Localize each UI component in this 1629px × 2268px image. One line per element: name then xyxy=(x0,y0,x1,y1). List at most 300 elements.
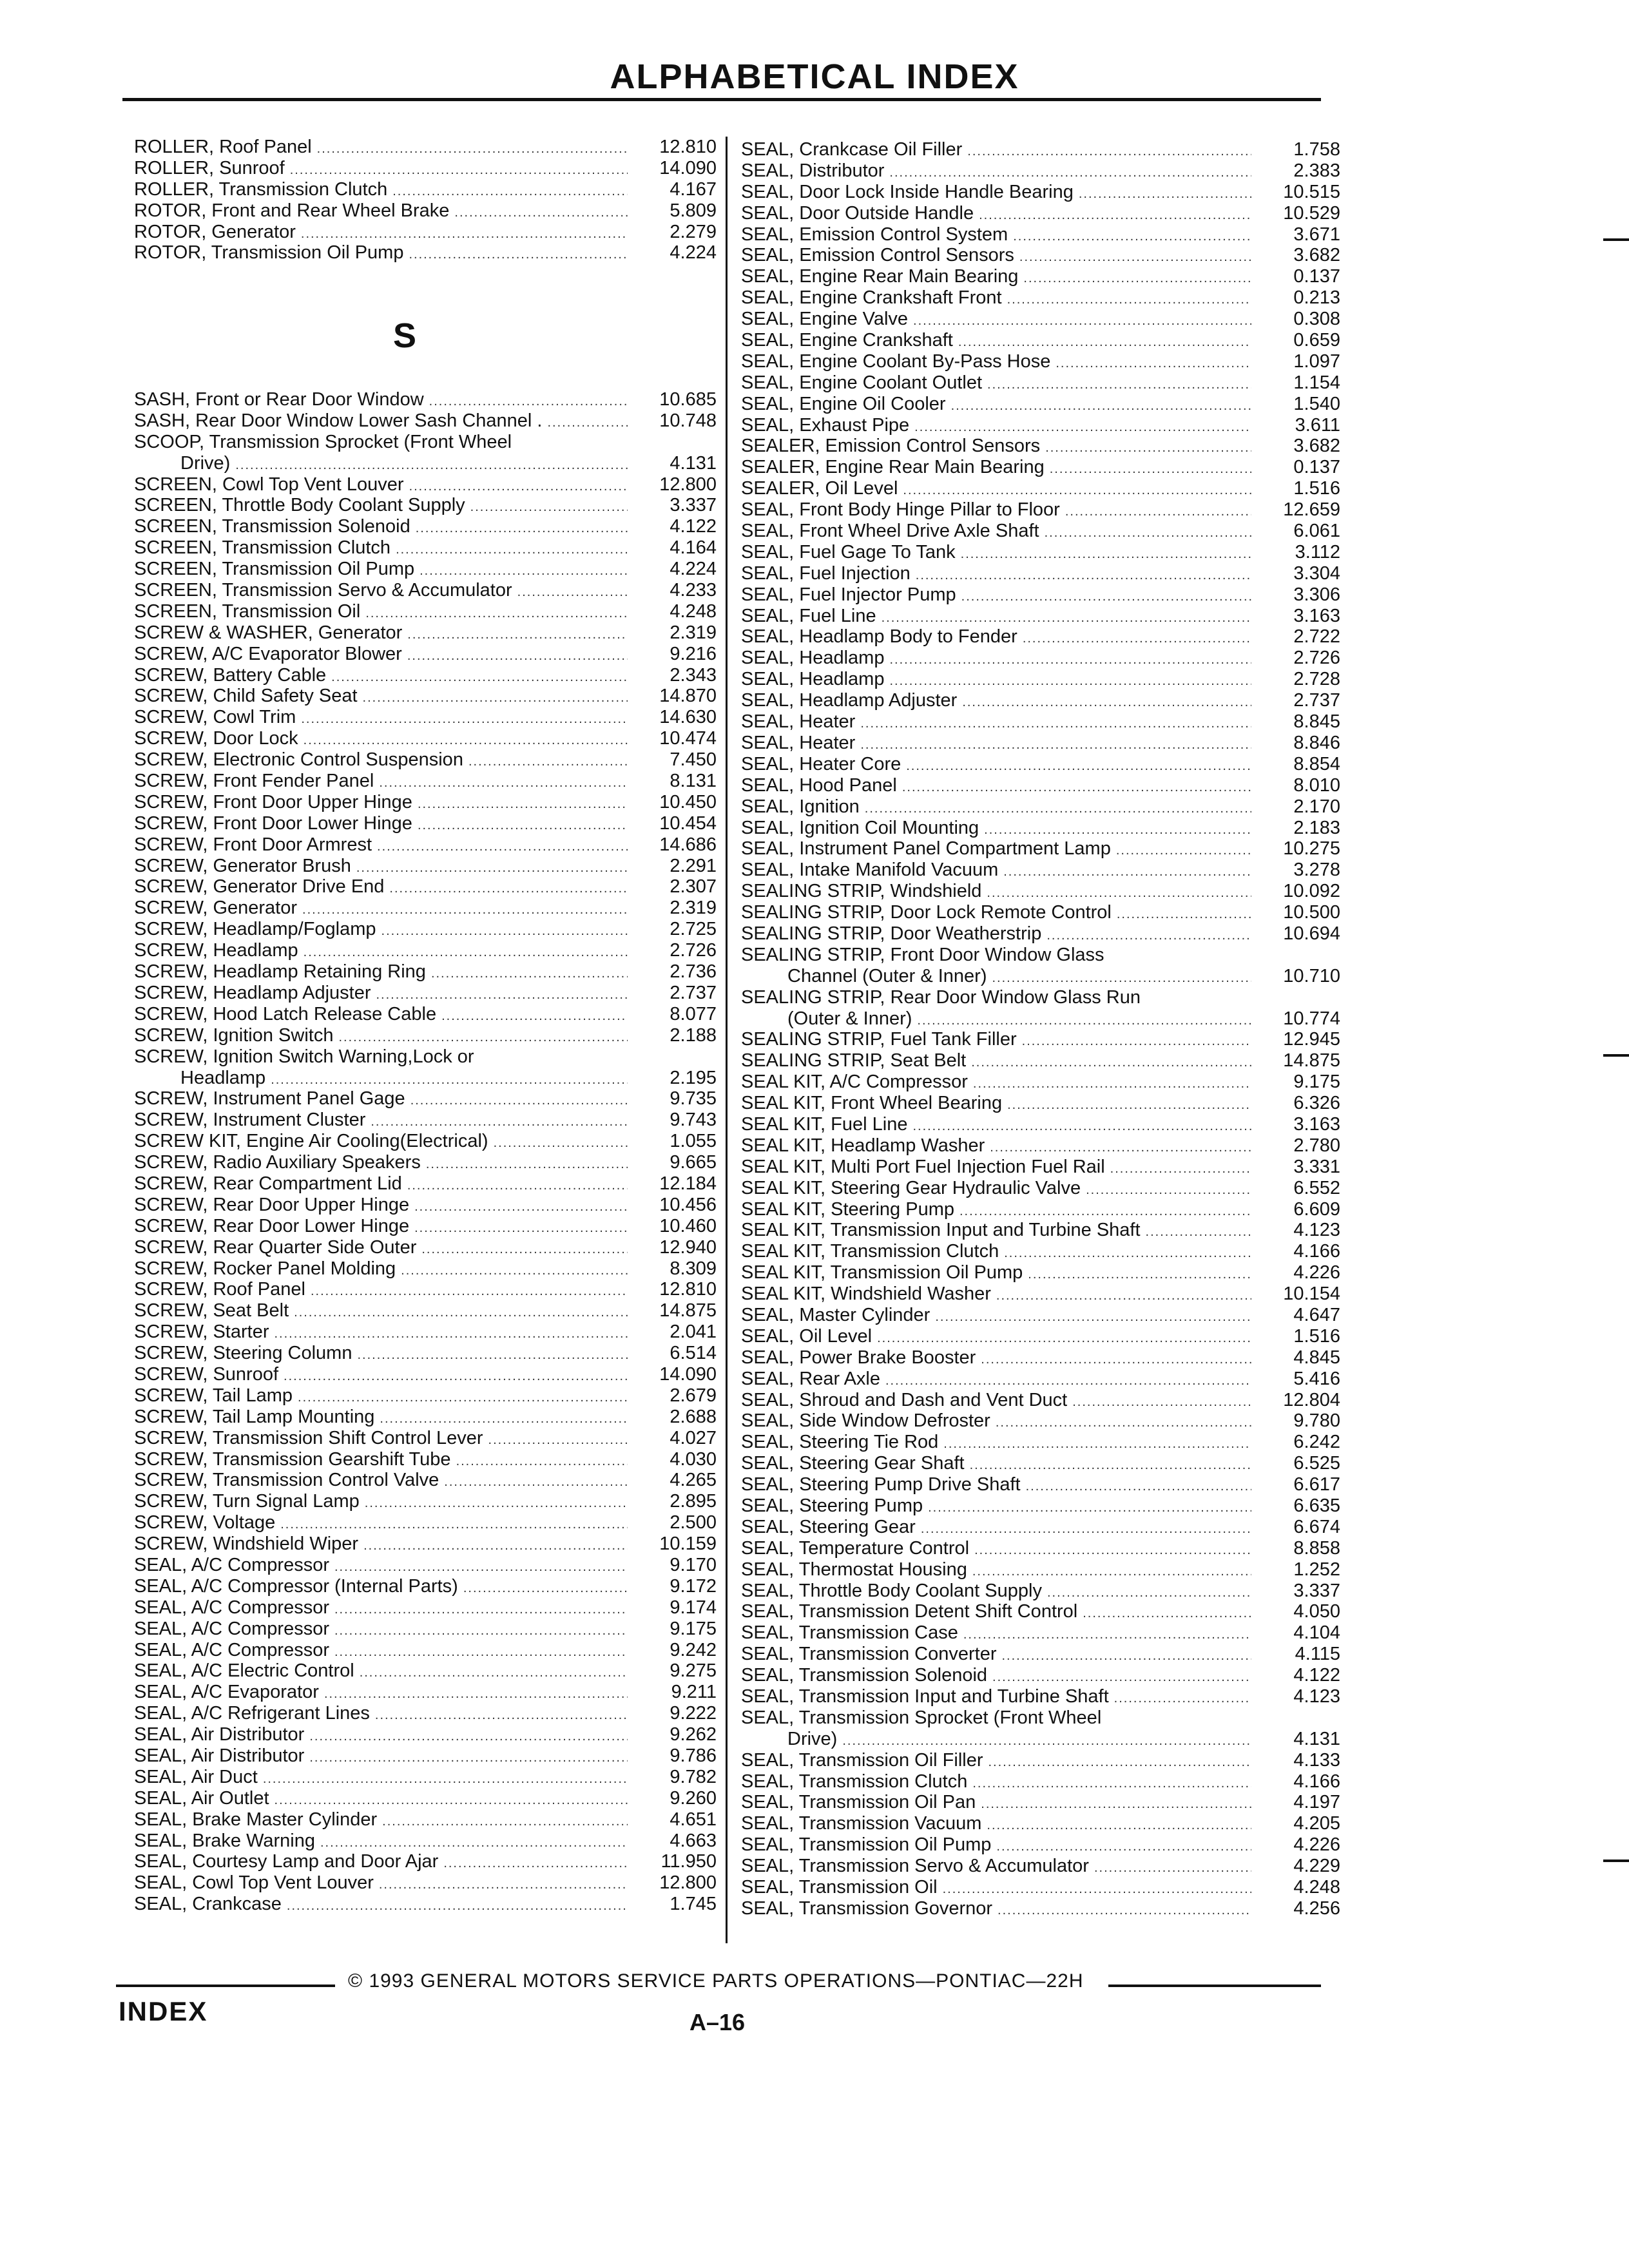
index-entry xyxy=(134,1703,717,1724)
leader-dots xyxy=(996,1836,1251,1858)
entry-label: SEAL, A/C Electric Control xyxy=(134,1660,354,1682)
index-entry xyxy=(134,1831,717,1852)
entry-label: SEAL, Fuel Line xyxy=(741,605,876,626)
entry-label: SEAL, Emission Control System xyxy=(741,224,1008,245)
entry-page-number: 12.945 xyxy=(1283,1029,1340,1050)
entry-label: SEAL, Rear Axle xyxy=(741,1368,880,1389)
entry-page-number: 9.786 xyxy=(670,1745,717,1766)
leader-dots xyxy=(376,985,628,1006)
leader-dots xyxy=(379,1874,628,1896)
leader-dots xyxy=(392,181,628,202)
leader-dots xyxy=(431,963,628,985)
entry-label: SCREW, Starter xyxy=(134,1321,269,1343)
entry-page-number: 4.226 xyxy=(1293,1834,1340,1856)
entry-page-number: 10.159 xyxy=(659,1533,717,1555)
leader-dots xyxy=(363,687,628,709)
entry-label: SCREW, Windshield Wiper xyxy=(134,1533,359,1555)
index-entry xyxy=(741,499,1340,521)
leader-dots xyxy=(1046,925,1251,947)
leader-dots xyxy=(987,1815,1251,1836)
entry-page-number: 12.810 xyxy=(659,137,717,157)
index-entry xyxy=(134,1385,717,1407)
index-entry xyxy=(134,1300,717,1321)
index-entry xyxy=(741,754,1340,775)
entry-page-number: 3.304 xyxy=(1293,562,1340,584)
index-entry xyxy=(741,457,1340,478)
entry-label: SEAL, Heater Core xyxy=(741,753,901,774)
leader-dots xyxy=(943,1879,1251,1900)
entry-label: SCREW, Sunroof xyxy=(134,1363,279,1385)
leader-dots xyxy=(921,1519,1251,1540)
entry-label: SEAL, Engine Rear Main Bearing xyxy=(741,266,1019,287)
leader-dots xyxy=(304,942,628,963)
leader-dots xyxy=(1079,184,1251,205)
leader-dots xyxy=(382,1811,628,1832)
entry-label: SCREW, Transmission Control Valve xyxy=(134,1470,439,1491)
index-entry xyxy=(741,1813,1340,1834)
index-entry xyxy=(741,436,1340,457)
index-entry xyxy=(134,961,717,983)
entry-label: SEAL, Headlamp Body to Fender xyxy=(741,626,1017,648)
entry-page-number: 6.525 xyxy=(1293,1453,1340,1474)
column-divider xyxy=(726,137,728,1943)
index-entry xyxy=(741,1559,1340,1581)
entry-page-number: 2.500 xyxy=(670,1512,717,1533)
entry-label: SCREW, Cowl Trim xyxy=(134,707,296,728)
leader-dots xyxy=(470,497,628,518)
entry-page-number: 4.265 xyxy=(670,1470,717,1491)
index-entry xyxy=(741,881,1340,902)
leader-dots xyxy=(916,565,1251,586)
index-entry xyxy=(134,1321,717,1343)
leader-dots xyxy=(987,883,1251,904)
leader-dots xyxy=(309,1726,628,1747)
entry-page-number: 10.460 xyxy=(659,1215,717,1236)
entry-label: SEAL, Air Outlet xyxy=(134,1787,269,1809)
entry-page-number: 6.242 xyxy=(1293,1432,1340,1453)
entry-label: SEAL, A/C Compressor xyxy=(134,1618,329,1639)
leader-dots xyxy=(889,162,1251,184)
entry-page-number: 10.092 xyxy=(1283,881,1340,902)
entry-page-number: 12.800 xyxy=(659,474,717,495)
section-label: INDEX xyxy=(119,1996,208,2026)
entry-page-number: 2.383 xyxy=(1293,160,1340,181)
margin-tick xyxy=(1603,1860,1629,1862)
entry-label: SCREW, Rear Compartment Lid xyxy=(134,1173,402,1194)
entry-label: SEALER, Engine Rear Main Bearing xyxy=(741,457,1045,478)
entry-label: SCREEN, Transmission Clutch xyxy=(134,537,391,559)
index-entry xyxy=(134,940,717,961)
index-entry xyxy=(134,474,717,495)
entry-label: SCREW, Voltage xyxy=(134,1512,276,1533)
index-entry xyxy=(741,1220,1340,1241)
leader-dots xyxy=(311,1281,628,1302)
entry-label: SCREW, Tail Lamp Mounting xyxy=(134,1406,375,1427)
index-entry xyxy=(134,686,717,707)
index-entry xyxy=(741,351,1340,372)
entry-page-number: 4.224 xyxy=(670,242,717,264)
entry-label: Headlamp xyxy=(180,1067,266,1088)
leader-dots xyxy=(1146,1222,1251,1243)
index-entry xyxy=(134,537,717,559)
entry-page-number: 3.671 xyxy=(1293,224,1340,245)
leader-dots xyxy=(1023,628,1251,649)
leader-dots xyxy=(962,692,1251,713)
entry-label: SEAL, Engine Valve xyxy=(741,309,909,330)
entry-page-number: 2.319 xyxy=(670,898,717,919)
entry-page-number: 9.262 xyxy=(670,1724,717,1745)
leader-dots xyxy=(271,1070,628,1091)
leader-dots xyxy=(317,139,628,160)
footer-rule-left xyxy=(116,1984,335,1987)
leader-dots xyxy=(951,396,1251,417)
index-entry xyxy=(741,1283,1340,1305)
index-entry xyxy=(741,626,1340,648)
leader-dots xyxy=(418,815,628,836)
leader-dots xyxy=(547,412,628,434)
index-entry xyxy=(741,1008,1340,1030)
entry-page-number: 1.516 xyxy=(1293,478,1340,499)
index-entry xyxy=(741,1834,1340,1856)
entry-label: SCREW, Instrument Panel Gage xyxy=(134,1088,405,1110)
leader-dots xyxy=(842,1731,1251,1752)
entry-label: SEAL, Intake Manifold Vacuum xyxy=(741,860,999,881)
index-entry xyxy=(741,1432,1340,1453)
entry-page-number: 2.737 xyxy=(670,982,717,1003)
index-entry xyxy=(134,1449,717,1470)
entry-label: SEAL, Steering Tie Rod xyxy=(741,1432,939,1453)
entry-label: SEAL KIT, Front Wheel Bearing xyxy=(741,1093,1003,1114)
leader-dots xyxy=(860,713,1251,735)
entry-page-number: 9.222 xyxy=(670,1703,717,1724)
index-entry xyxy=(741,309,1340,330)
entry-label: SCREW, Steering Column xyxy=(134,1343,352,1364)
entry-label: SEAL, Transmission Servo & Accumulator xyxy=(741,1856,1089,1877)
entry-page-number: 1.540 xyxy=(1293,393,1340,414)
entry-page-number: 9.260 xyxy=(670,1787,717,1809)
entry-page-number: 14.875 xyxy=(1283,1050,1340,1072)
leader-dots xyxy=(963,1624,1251,1646)
index-entry xyxy=(741,1305,1340,1326)
leader-dots xyxy=(418,794,628,815)
leader-dots xyxy=(928,1497,1251,1519)
entry-page-number: 14.090 xyxy=(659,1363,717,1385)
entry-label: SEAL, Door Lock Inside Handle Bearing xyxy=(741,181,1074,202)
entry-label: ROTOR, Front and Rear Wheel Brake xyxy=(134,200,450,221)
leader-dots xyxy=(304,730,628,751)
entry-label: SEAL, A/C Compressor (Internal Parts) xyxy=(134,1575,458,1597)
entry-page-number: 10.275 xyxy=(1283,838,1340,860)
entry-label: SCREW, Generator Drive End xyxy=(134,876,385,898)
index-entry xyxy=(741,1792,1340,1813)
leader-dots xyxy=(877,1328,1251,1349)
leader-dots xyxy=(441,1006,628,1027)
leader-dots xyxy=(454,202,628,224)
entry-page-number: 4.131 xyxy=(670,452,717,474)
index-entry xyxy=(741,860,1340,881)
index-entry xyxy=(134,707,717,728)
entry-page-number: 2.688 xyxy=(670,1406,717,1427)
entry-page-number: 4.651 xyxy=(670,1809,717,1830)
leader-dots xyxy=(414,1196,628,1218)
entry-label: SCREW, Front Door Lower Hinge xyxy=(134,812,412,834)
entry-page-number: 0.213 xyxy=(1293,287,1340,309)
leader-dots xyxy=(334,1642,628,1663)
entry-label: SEAL KIT, Transmission Input and Turbine Shaft xyxy=(741,1220,1141,1241)
entry-page-number: 1.055 xyxy=(670,1131,717,1152)
entry-page-number: 8.010 xyxy=(1293,774,1340,796)
entry-label: SCREEN, Transmission Oil Pump xyxy=(134,559,415,580)
index-entry xyxy=(741,1622,1340,1644)
leader-dots xyxy=(263,1769,628,1790)
index-entry xyxy=(741,1262,1340,1283)
entry-label: SEAL, Crankcase xyxy=(134,1894,282,1915)
entry-label: SEAL, Heater xyxy=(741,711,856,733)
index-entry xyxy=(741,987,1340,1008)
leader-dots xyxy=(961,586,1251,608)
entry-label: SCREW, Rocker Panel Molding xyxy=(134,1258,396,1279)
index-entry xyxy=(741,224,1340,245)
entry-page-number: 8.309 xyxy=(670,1258,717,1279)
entry-page-number: 2.895 xyxy=(670,1491,717,1512)
leader-dots xyxy=(1022,1031,1251,1052)
index-entry xyxy=(134,1004,717,1025)
index-entry xyxy=(741,1114,1340,1135)
entry-label: SEAL, Transmission Oil Filler xyxy=(741,1749,983,1771)
entry-label: SEAL KIT, Steering Pump xyxy=(741,1198,954,1220)
entry-label: ROLLER, Roof Panel xyxy=(134,137,312,157)
index-entry xyxy=(741,1898,1340,1919)
index-entry xyxy=(741,690,1340,711)
index-entry xyxy=(134,179,717,200)
entry-label: SEAL KIT, Fuel Line xyxy=(741,1113,908,1135)
entry-page-number: 2.195 xyxy=(670,1067,717,1088)
leader-dots xyxy=(972,1773,1251,1794)
entry-page-number: 6.326 xyxy=(1293,1093,1340,1114)
entry-page-number: 9.743 xyxy=(670,1110,717,1131)
entry-page-number: 3.163 xyxy=(1293,605,1340,626)
leader-dots xyxy=(429,391,628,412)
index-entry xyxy=(134,1619,717,1640)
leader-dots xyxy=(992,968,1251,989)
entry-page-number: 2.291 xyxy=(670,855,717,876)
leader-dots xyxy=(287,1896,628,1917)
index-entry xyxy=(741,1495,1340,1517)
page-number: A–16 xyxy=(689,2009,746,2035)
index-entry xyxy=(741,1750,1340,1771)
index-entry xyxy=(741,1581,1340,1602)
index-entry xyxy=(134,1745,717,1767)
index-entry xyxy=(741,521,1340,542)
index-entry xyxy=(741,1072,1340,1093)
leader-dots xyxy=(494,1133,628,1154)
entry-page-number: 4.663 xyxy=(670,1830,717,1851)
entry-page-number: 4.115 xyxy=(1295,1644,1340,1665)
index-entry xyxy=(134,919,717,940)
entry-page-number: 9.780 xyxy=(1293,1410,1340,1432)
entry-label: SEAL, Front Body Hinge Pillar to Floor xyxy=(741,499,1060,521)
entry-label: SCREEN, Transmission Oil xyxy=(134,601,361,622)
entry-page-number: 8.131 xyxy=(670,771,717,792)
index-entry xyxy=(134,834,717,856)
leader-dots xyxy=(298,1387,628,1408)
entry-label: SEAL, Brake Master Cylinder xyxy=(134,1809,378,1830)
leader-dots xyxy=(407,646,628,667)
leader-dots xyxy=(1045,523,1251,544)
index-entry xyxy=(134,495,717,516)
index-entry xyxy=(134,983,717,1004)
entry-page-number: 3.331 xyxy=(1293,1156,1340,1177)
index-entry xyxy=(741,923,1340,945)
index-entry xyxy=(134,1682,717,1703)
leader-dots xyxy=(468,751,628,773)
entry-page-number: 10.450 xyxy=(659,791,717,812)
entry-page-number: 4.027 xyxy=(670,1427,717,1448)
leader-dots xyxy=(443,1853,628,1874)
entry-label: SEALING STRIP, Fuel Tank Filler xyxy=(741,1029,1017,1050)
right-index-column xyxy=(741,139,1340,1919)
entry-label: SCREW, Rear Door Lower Hinge xyxy=(134,1215,410,1236)
entry-page-number: 12.659 xyxy=(1283,499,1340,521)
index-entry xyxy=(134,1195,717,1216)
entry-label: SCREW, Rear Quarter Side Outer xyxy=(134,1236,417,1258)
index-entry xyxy=(134,856,717,877)
entry-label: SEALER, Oil Level xyxy=(741,478,898,499)
leader-dots xyxy=(280,1514,628,1535)
entry-page-number: 9.172 xyxy=(670,1575,717,1597)
index-entry xyxy=(134,1724,717,1745)
index-entry xyxy=(741,1347,1340,1369)
entry-page-number: 4.248 xyxy=(670,601,717,622)
entry-label: SEAL, Shroud and Dash and Vent Duct xyxy=(741,1389,1068,1410)
entry-label: SEAL, Power Brake Booster xyxy=(741,1347,976,1368)
leader-dots xyxy=(1110,1158,1251,1180)
entry-label: SEAL, Emission Control Sensors xyxy=(741,245,1014,266)
leader-dots xyxy=(377,836,628,858)
leader-dots xyxy=(981,1349,1251,1370)
entry-page-number: 9.175 xyxy=(670,1618,717,1639)
leader-dots xyxy=(409,476,628,497)
entry-label: SEAL, A/C Compressor xyxy=(134,1639,329,1660)
entry-label: SEAL, Transmission Governor xyxy=(741,1898,993,1919)
entry-label: SEAL, Air Distributor xyxy=(134,1724,305,1745)
index-entry xyxy=(134,622,717,644)
leader-dots xyxy=(865,798,1251,820)
leader-dots xyxy=(275,1323,628,1345)
leader-dots xyxy=(324,1684,628,1705)
leader-dots xyxy=(284,1366,628,1387)
entry-page-number: 2.780 xyxy=(1293,1135,1340,1156)
title-rule xyxy=(122,98,1321,101)
index-entry xyxy=(741,139,1340,160)
index-entry xyxy=(741,1601,1340,1622)
entry-label: SEAL, Thermostat Housing xyxy=(741,1559,967,1580)
index-entry xyxy=(741,160,1340,182)
entry-label: SEAL, Engine Oil Cooler xyxy=(741,393,946,414)
index-entry xyxy=(134,137,717,158)
entry-label: SCREW, Front Door Upper Hinge xyxy=(134,791,412,812)
index-entry xyxy=(741,266,1340,287)
entry-page-number: 4.205 xyxy=(1293,1813,1340,1834)
leader-dots xyxy=(301,224,628,245)
entry-label: SEAL, Brake Warning xyxy=(134,1830,315,1851)
entry-label: SEAL KIT, Headlamp Washer xyxy=(741,1135,985,1156)
entry-label: SEAL, Air Distributor xyxy=(134,1745,305,1766)
entry-page-number: 2.736 xyxy=(670,961,717,983)
entry-page-number: 4.050 xyxy=(1293,1601,1340,1622)
index-entry xyxy=(741,1665,1340,1686)
entry-page-number: 2.307 xyxy=(670,876,717,898)
entry-page-number: 9.782 xyxy=(670,1766,717,1787)
entry-label: SCREW, Seat Belt xyxy=(134,1300,289,1321)
entry-label: SCREEN, Throttle Body Coolant Supply xyxy=(134,495,465,516)
entry-label: SEAL, A/C Refrigerant Lines xyxy=(134,1703,370,1724)
entry-page-number: 8.846 xyxy=(1293,732,1340,753)
index-entry xyxy=(134,665,717,686)
entry-page-number: 10.694 xyxy=(1283,923,1340,944)
index-entry xyxy=(741,287,1340,309)
entry-page-number: 12.800 xyxy=(659,1872,717,1894)
entry-label: SEAL KIT, Steering Gear Hydraulic Valve xyxy=(741,1177,1081,1198)
entry-label: SCREW, Headlamp xyxy=(134,940,298,961)
entry-label: ROLLER, Sunroof xyxy=(134,157,285,178)
entry-label: SCREW, Child Safety Seat xyxy=(134,686,358,707)
index-entry xyxy=(741,330,1340,351)
margin-tick xyxy=(1603,1054,1629,1057)
leader-dots xyxy=(331,667,628,688)
entry-label: (Outer & Inner) xyxy=(787,1008,912,1029)
index-entry xyxy=(134,1110,717,1131)
entry-label: SCREW, Instrument Cluster xyxy=(134,1110,366,1131)
entry-page-number: 2.726 xyxy=(1293,648,1340,669)
leader-dots xyxy=(380,1408,628,1430)
index-entry xyxy=(741,711,1340,733)
entry-page-number: 9.735 xyxy=(670,1088,717,1110)
index-entry xyxy=(741,478,1340,499)
entry-page-number: 14.875 xyxy=(659,1300,717,1321)
entry-label: SEAL, Transmission Case xyxy=(741,1622,958,1644)
entry-page-number: 6.609 xyxy=(1293,1198,1340,1220)
leader-dots xyxy=(235,455,628,476)
index-entry xyxy=(741,796,1340,818)
entry-page-number: 2.183 xyxy=(1293,817,1340,838)
entry-page-number: 6.674 xyxy=(1293,1516,1340,1537)
index-entry xyxy=(134,1046,717,1068)
leader-dots xyxy=(992,1667,1251,1688)
index-entry xyxy=(741,1390,1340,1411)
entry-page-number: 11.950 xyxy=(660,1851,717,1872)
index-entry xyxy=(741,1199,1340,1220)
entry-page-number: 9.216 xyxy=(670,643,717,664)
entry-label: SEAL, Exhaust Pipe xyxy=(741,414,910,436)
leader-dots xyxy=(885,1370,1251,1392)
entry-label: SEAL, Throttle Body Coolant Supply xyxy=(741,1580,1042,1601)
index-entry xyxy=(741,1453,1340,1474)
entry-page-number: 6.061 xyxy=(1293,521,1340,542)
entry-label: SEAL, Steering Pump xyxy=(741,1495,923,1516)
leader-dots xyxy=(302,899,628,921)
leader-dots xyxy=(882,608,1251,629)
entry-label: SEAL, Ignition Coil Mounting xyxy=(741,817,979,838)
entry-page-number: 8.858 xyxy=(1293,1537,1340,1559)
entry-page-number: 14.630 xyxy=(659,707,717,728)
index-entry xyxy=(741,818,1340,839)
entry-page-number: 4.229 xyxy=(1293,1856,1340,1877)
margin-tick xyxy=(1603,238,1629,241)
leader-dots xyxy=(889,649,1251,671)
entry-label: SEALING STRIP, Front Door Window Glass xyxy=(741,944,1104,965)
leader-dots xyxy=(902,777,1251,798)
